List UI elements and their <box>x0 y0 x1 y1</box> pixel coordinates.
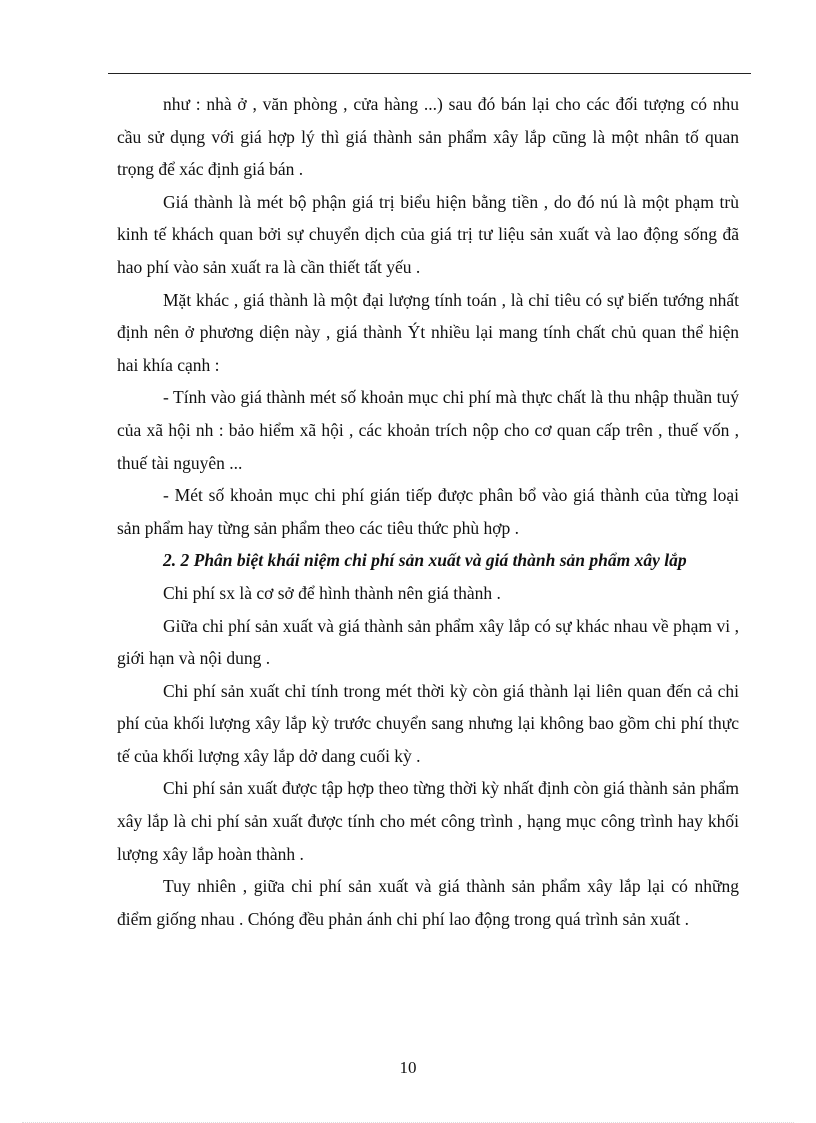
paragraph: Mặt khác , giá thành là một đại lượng tính toán , là chỉ tiêu có sự biến tướng nhất định nên ở phương diện này , giá thành Ýt nhiều lại mang tính chất chủ quan thể hiện hai khía cạnh : <box>117 289 739 375</box>
page-number: 10 <box>399 1058 417 1077</box>
paragraph: Chi phí sx là cơ sở để hình thành nên giá thành . <box>163 582 501 603</box>
page-body <box>117 88 739 935</box>
section-heading: 2. 2 Phân biệt khái niệm chi phí sản xuất và giá thành sản phẩm xây lắp <box>163 550 687 571</box>
paragraph: như : nhà ở , văn phòng , cửa hàng ...) sau đó bán lại cho các đối tượng có nhu cầu sử dụng với giá hợp lý thì giá thành sản phẩm xây lắp cũng là một nhân tố quan trọng để xác định giá bán . <box>117 94 739 180</box>
header-rule <box>108 73 751 74</box>
paragraph: - Tính vào giá thành mét số khoản mục chi phí mà thực chất là thu nhập thuần tuý của xã hội nh : bảo hiểm xã hội , các khoản trích nộp cho cơ quan cấp trên , thuế vốn , thuế tài nguyên ... <box>117 387 739 473</box>
paragraph: Chi phí sản xuất được tập hợp theo từng thời kỳ nhất định còn giá thành sản phẩm xây lắp là chi phí sản xuất được tính cho mét công trình , hạng mục công trình hay khối lượng xây lắp hoàn thành . <box>117 778 739 864</box>
paragraph: Giá thành là mét bộ phận giá trị biểu hiện bằng tiền , do đó nú là một phạm trù kinh tế khách quan bởi sự chuyển dịch của giá trị tư liệu sản xuất và lao động sống đã hao phí vào sản xuất ra là cần thiết tất yếu . <box>117 191 739 277</box>
paragraph: - Mét số khoản mục chi phí gián tiếp được phân bổ vào giá thành của từng loại sản phẩm hay từng sản phẩm theo các tiêu thức phù hợp . <box>117 485 739 538</box>
paragraph: Giữa chi phí sản xuất và giá thành sản phẩm xây lắp có sự khác nhau về phạm vi , giới hạn và nội dung . <box>117 615 739 669</box>
paragraph: Chi phí sản xuất chỉ tính trong mét thời kỳ còn giá thành lại liên quan đến cả chi phí của khối lượng xây lắp kỳ trước chuyển sang nhưng lại không bao gồm chi phí thực tế của khối lượng xây lắp dở dang cuối kỳ . <box>117 680 739 766</box>
paragraph: Tuy nhiên , giữa chi phí sản xuất và giá thành sản phẩm xây lắp lại có những điểm giống nhau . Chóng đều phản ánh chi phí lao động trong quá trình sản xuất . <box>117 876 739 929</box>
